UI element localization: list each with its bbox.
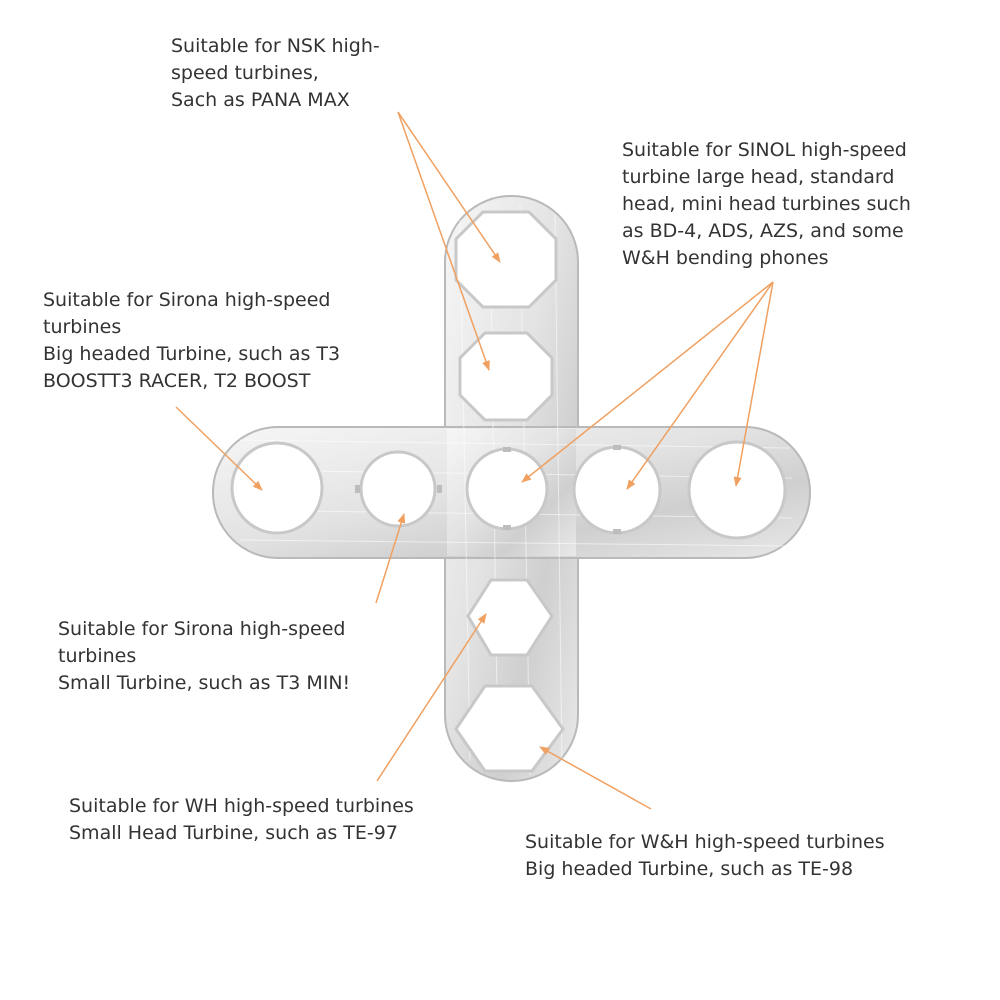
label-nsk-line-1: Suitable for NSK high- [171, 35, 380, 57]
label-sirona-big [43, 287, 340, 395]
label-sinol [622, 137, 911, 272]
label-sirona-small-line-1: Suitable for Sirona high-speed [58, 618, 346, 640]
label-sirona-big-line-4: BOOSTT3 RACER, T2 BOOST [43, 370, 311, 392]
socket-round-center [467, 449, 547, 529]
socket-round-far-right [689, 442, 785, 538]
arrow-wh-big [540, 747, 651, 809]
socket-round-far-left [232, 443, 322, 533]
label-sinol-line-2: turbine large head, standard [622, 166, 895, 188]
label-sirona-big-line-2: turbines [43, 316, 122, 338]
label-nsk-line-2: speed turbines, [171, 62, 319, 84]
label-sirona-big-line-1: Suitable for Sirona high-speed [43, 289, 331, 311]
label-wh-small-line-2: Small Head Turbine, such as TE-97 [69, 822, 398, 844]
socket-round-left [361, 452, 435, 526]
label-wh-small-line-1: Suitable for WH high-speed turbines [69, 795, 414, 817]
label-wh-big-line-2: Big headed Turbine, such as TE-98 [525, 858, 854, 880]
socket-octagon-top [456, 212, 556, 307]
label-nsk [171, 33, 380, 114]
label-wh-small [69, 793, 414, 847]
label-sirona-big-line-3: Big headed Turbine, such as T3 [43, 343, 341, 365]
label-nsk-line-3: Sach as PANA MAX [171, 89, 350, 111]
label-sirona-small-line-2: turbines [58, 645, 137, 667]
label-wh-big [525, 829, 885, 883]
label-sirona-small-line-3: Small Turbine, such as T3 MIN! [58, 672, 351, 694]
label-sirona-small [58, 616, 350, 697]
label-sinol-line-5: W&H bending phones [622, 247, 829, 269]
label-sinol-line-1: Suitable for SINOL high-speed [622, 139, 907, 161]
label-sinol-line-3: head, mini head turbines such [622, 193, 911, 215]
label-wh-big-line-1: Suitable for W&H high-speed turbines [525, 831, 885, 853]
socket-octagon-upper [460, 333, 552, 420]
label-sinol-line-4: as BD-4, ADS, AZS, and some [622, 220, 904, 242]
